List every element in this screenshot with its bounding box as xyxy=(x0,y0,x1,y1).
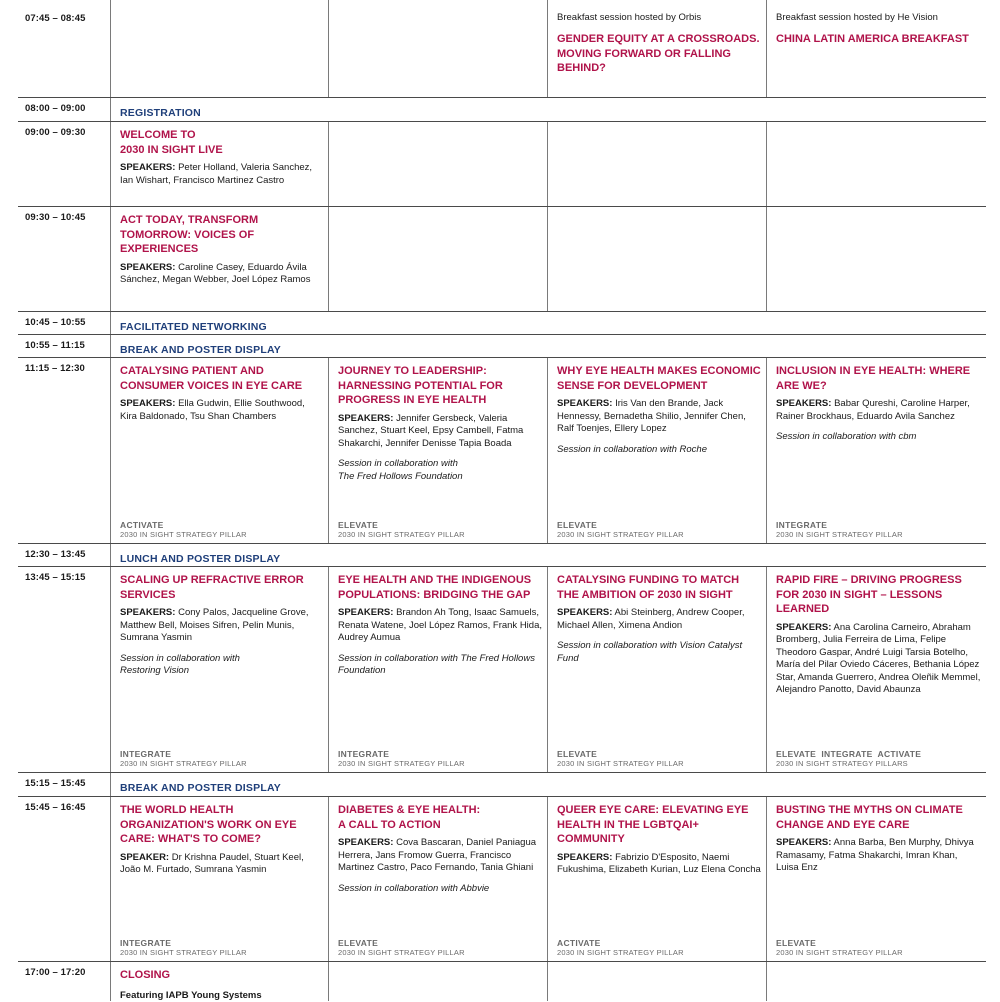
plenary-label: BREAK AND POSTER DISPLAY xyxy=(120,344,281,356)
session-title: QUEER EYE CARE: ELEVATING EYE HEALTH IN THE LGBTQAI+ COMMUNITY xyxy=(557,803,762,847)
time-slot: 12:30 – 13:45 xyxy=(25,549,85,560)
time-slot: 15:45 – 16:45 xyxy=(25,802,85,813)
session-title: CATALYSING FUNDING TO MATCH THE AMBITION OF 2030 IN SIGHT xyxy=(557,573,762,602)
speakers-line: SPEAKERS: Jennifer Gersbeck, Valeria Sanchez, Stuart Keel, Epsy Cambell, Fatma Shakarchi, Jennifer Denisse Tapia Boada xyxy=(338,413,543,451)
session-title: WHY EYE HEALTH MAKES ECONOMIC SENSE FOR DEVELOPMENT xyxy=(557,364,762,393)
session-cell xyxy=(328,122,547,207)
pillar-caption: 2030 IN SIGHT STRATEGY PILLAR xyxy=(120,948,247,957)
host-note: Breakfast session hosted by He Vision xyxy=(776,12,982,23)
collab-note: Session in collaboration with Roche xyxy=(557,444,762,457)
time-slot: 11:15 – 12:30 xyxy=(25,363,85,374)
session-cell xyxy=(547,358,766,544)
session-cell xyxy=(110,207,328,312)
agenda-row xyxy=(18,97,986,122)
session-cell xyxy=(328,358,547,544)
time-slot: 09:00 – 09:30 xyxy=(25,127,85,138)
pillar-name: INTEGRATE xyxy=(776,520,903,530)
speakers-line: SPEAKERS: Brandon Ah Tong, Isaac Samuels, Renata Watene, Joel López Ramos, Frank Hida, Audrey Aumua xyxy=(338,607,543,645)
pillar-name: ACTIVATE xyxy=(557,938,684,948)
session-title: CLOSING xyxy=(120,968,324,983)
time-slot: 09:30 – 10:45 xyxy=(25,212,85,223)
agenda-row xyxy=(18,961,986,1001)
collab-note: Session in collaboration with Restoring Vision xyxy=(120,653,324,678)
speakers-line: SPEAKERS: Cony Palos, Jacqueline Grove, Matthew Bell, Moises Sifren, Pelin Munis, Sumrana Yasmin xyxy=(120,607,324,645)
agenda-row xyxy=(18,543,986,567)
agenda-row xyxy=(18,334,986,358)
session-cell xyxy=(110,358,328,544)
pillar-name: ACTIVATE xyxy=(120,520,247,530)
agenda-row xyxy=(18,206,986,312)
plenary-cell xyxy=(110,98,986,122)
strategy-pillar xyxy=(338,749,465,768)
featuring-note: Featuring IAPB Young Systems xyxy=(120,990,324,1002)
time-slot: 13:45 – 15:15 xyxy=(25,572,85,583)
strategy-pillar xyxy=(338,520,465,539)
session-cell xyxy=(766,0,986,97)
session-title: WELCOME TO 2030 IN SIGHT LIVE xyxy=(120,128,324,157)
agenda-row xyxy=(18,796,986,962)
speakers-line: SPEAKERS: Cova Bascaran, Daniel Paniagua Herrera, Jans Fromow Guerra, Francisco Martinez Castro, Paco Fernando, Tania Ghiani xyxy=(338,837,543,875)
strategy-pillar xyxy=(557,938,684,957)
pillar-caption: 2030 IN SIGHT STRATEGY PILLAR xyxy=(776,530,903,539)
agenda-row xyxy=(18,0,986,97)
speakers-line: SPEAKERS: Iris Van den Brande, Jack Hennessy, Bernadetha Shilio, Jennifer Chen, Ralf Toenjes, Ellery Lopez xyxy=(557,398,762,436)
pillar-caption: 2030 IN SIGHT STRATEGY PILLARS xyxy=(776,759,921,768)
session-cell xyxy=(766,567,986,773)
session-title: INCLUSION IN EYE HEALTH: WHERE ARE WE? xyxy=(776,364,982,393)
session-cell xyxy=(328,797,547,962)
session-title: SCALING UP REFRACTIVE ERROR SERVICES xyxy=(120,573,324,602)
speakers-line: SPEAKERS: Anna Barba, Ben Murphy, Dhivya Ramasamy, Fatma Shakarchi, Imran Khan, Luisa Enz xyxy=(776,837,982,875)
time-slot: 07:45 – 08:45 xyxy=(25,13,85,24)
strategy-pillar xyxy=(776,520,903,539)
pillar-caption: 2030 IN SIGHT STRATEGY PILLAR xyxy=(338,530,465,539)
session-cell xyxy=(766,122,986,207)
strategy-pillar xyxy=(557,749,684,768)
session-cell xyxy=(547,797,766,962)
strategy-pillar xyxy=(120,749,247,768)
pillar-caption: 2030 IN SIGHT STRATEGY PILLAR xyxy=(120,530,247,539)
speakers-line: SPEAKERS: Abi Steinberg, Andrew Cooper, Michael Allen, Ximena Andion xyxy=(557,607,762,632)
speakers-line: SPEAKERS: Ella Gudwin, Ellie Southwood, Kira Baldonado, Tsu Shan Chambers xyxy=(120,398,324,423)
session-cell xyxy=(766,358,986,544)
pillar-caption: 2030 IN SIGHT STRATEGY PILLAR xyxy=(776,948,903,957)
session-title: RAPID FIRE – DRIVING PROGRESS FOR 2030 IN SIGHT – LESSONS LEARNED xyxy=(776,573,982,617)
session-title: JOURNEY TO LEADERSHIP: HARNESSING POTENTIAL FOR PROGRESS IN EYE HEALTH xyxy=(338,364,543,408)
collab-note: Session in collaboration with cbm xyxy=(776,431,982,444)
agenda-row xyxy=(18,566,986,773)
agenda-row xyxy=(18,357,986,544)
time-slot: 08:00 – 09:00 xyxy=(25,103,85,114)
session-title: EYE HEALTH AND THE INDIGENOUS POPULATIONS: BRIDGING THE GAP xyxy=(338,573,543,602)
time-slot: 10:55 – 11:15 xyxy=(25,340,85,351)
collab-note: Session in collaboration with Vision Catalyst Fund xyxy=(557,640,762,665)
strategy-pillar xyxy=(120,520,247,539)
session-cell xyxy=(547,0,766,97)
collab-note: Session in collaboration with Abbvie xyxy=(338,883,543,896)
pillar-name: ELEVATE xyxy=(338,938,465,948)
strategy-pillar xyxy=(557,520,684,539)
pillar-caption: 2030 IN SIGHT STRATEGY PILLAR xyxy=(338,759,465,768)
session-cell xyxy=(328,207,547,312)
pillar-caption: 2030 IN SIGHT STRATEGY PILLAR xyxy=(557,530,684,539)
session-cell xyxy=(766,797,986,962)
plenary-label: LUNCH AND POSTER DISPLAY xyxy=(120,553,280,565)
plenary-cell xyxy=(110,544,986,567)
session-title: ACT TODAY, TRANSFORM TOMORROW: VOICES OF EXPERIENCES xyxy=(120,213,324,257)
pillar-caption: 2030 IN SIGHT STRATEGY PILLAR xyxy=(557,759,684,768)
plenary-cell xyxy=(110,312,986,335)
session-cell xyxy=(547,567,766,773)
session-cell xyxy=(110,797,328,962)
strategy-pillar xyxy=(776,749,921,768)
pillar-caption: 2030 IN SIGHT STRATEGY PILLAR xyxy=(120,759,247,768)
strategy-pillar xyxy=(338,938,465,957)
pillar-name: INTEGRATE xyxy=(338,749,465,759)
session-title: CATALYSING PATIENT AND CONSUMER VOICES IN EYE CARE xyxy=(120,364,324,393)
speakers-line: SPEAKERS: Caroline Casey, Eduardo Ávila Sánchez, Megan Webber, Joel López Ramos xyxy=(120,262,324,287)
time-slot: 15:15 – 15:45 xyxy=(25,778,85,789)
session-cell xyxy=(547,122,766,207)
agenda-row xyxy=(18,121,986,207)
speakers-line: SPEAKERS: Peter Holland, Valeria Sanchez, Ian Wishart, Francisco Martinez Castro xyxy=(120,162,324,187)
pillar-name: INTEGRATE xyxy=(120,749,247,759)
strategy-pillar xyxy=(776,938,903,957)
agenda-row xyxy=(18,772,986,797)
session-cell xyxy=(328,962,547,1001)
agenda-row xyxy=(18,311,986,335)
session-title: DIABETES & EYE HEALTH: A CALL TO ACTION xyxy=(338,803,543,832)
plenary-cell xyxy=(110,335,986,358)
session-title: GENDER EQUITY AT A CROSSROADS. MOVING FORWARD OR FALLING BEHIND? xyxy=(557,32,762,76)
pillar-name: INTEGRATE xyxy=(120,938,247,948)
time-slot: 10:45 – 10:55 xyxy=(25,317,85,328)
session-cell xyxy=(766,962,986,1001)
pillar-name: ELEVATE xyxy=(338,520,465,530)
time-slot: 17:00 – 17:20 xyxy=(25,967,85,978)
session-title: THE WORLD HEALTH ORGANIZATION'S WORK ON EYE CARE: WHAT'S TO COME? xyxy=(120,803,324,847)
session-cell xyxy=(110,0,328,97)
session-cell xyxy=(328,567,547,773)
pillar-caption: 2030 IN SIGHT STRATEGY PILLAR xyxy=(338,948,465,957)
session-cell xyxy=(547,962,766,1001)
session-title: CHINA LATIN AMERICA BREAKFAST xyxy=(776,32,982,47)
speakers-line: SPEAKERS: Fabrizio D'Esposito, Naemi Fukushima, Elizabeth Kurian, Luz Elena Concha xyxy=(557,852,762,877)
pillar-name: ELEVATE xyxy=(776,938,903,948)
session-cell xyxy=(328,0,547,97)
session-cell xyxy=(766,207,986,312)
pillar-name: ELEVATE INTEGRATE ACTIVATE xyxy=(776,749,921,759)
collab-note: Session in collaboration with The Fred Hollows Foundation xyxy=(338,458,543,483)
session-title: BUSTING THE MYTHS ON CLIMATE CHANGE AND EYE CARE xyxy=(776,803,982,832)
plenary-label: FACILITATED NETWORKING xyxy=(120,321,267,333)
session-cell xyxy=(110,122,328,207)
pillar-name: ELEVATE xyxy=(557,749,684,759)
plenary-label: BREAK AND POSTER DISPLAY xyxy=(120,782,281,794)
strategy-pillar xyxy=(120,938,247,957)
session-cell xyxy=(547,207,766,312)
plenary-label: REGISTRATION xyxy=(120,107,201,119)
pillar-name: ELEVATE xyxy=(557,520,684,530)
plenary-cell xyxy=(110,773,986,797)
host-note: Breakfast session hosted by Orbis xyxy=(557,12,762,23)
speakers-line: SPEAKERS: Ana Carolina Carneiro, Abraham Bromberg, Julia Ferreira de Lima, Felipe Theodoro Gaspar, André Luigi Tarsia Botelho, María del Pilar Oviedo Cáceres, Bethania López Star, Amanda Guerrero, Andrea Oleñik Memmel, Alejandro Panotto, David Abaunza xyxy=(776,622,982,697)
collab-note: Session in collaboration with The Fred Hollows Foundation xyxy=(338,653,543,678)
speakers-line: SPEAKER: Dr Krishna Paudel, Stuart Keel, João M. Furtado, Sumrana Yasmin xyxy=(120,852,324,877)
session-cell xyxy=(110,567,328,773)
speakers-line: SPEAKERS: Babar Qureshi, Caroline Harper, Rainer Brockhaus, Eduardo Avila Sanchez xyxy=(776,398,982,423)
pillar-caption: 2030 IN SIGHT STRATEGY PILLAR xyxy=(557,948,684,957)
session-cell xyxy=(110,962,328,1001)
